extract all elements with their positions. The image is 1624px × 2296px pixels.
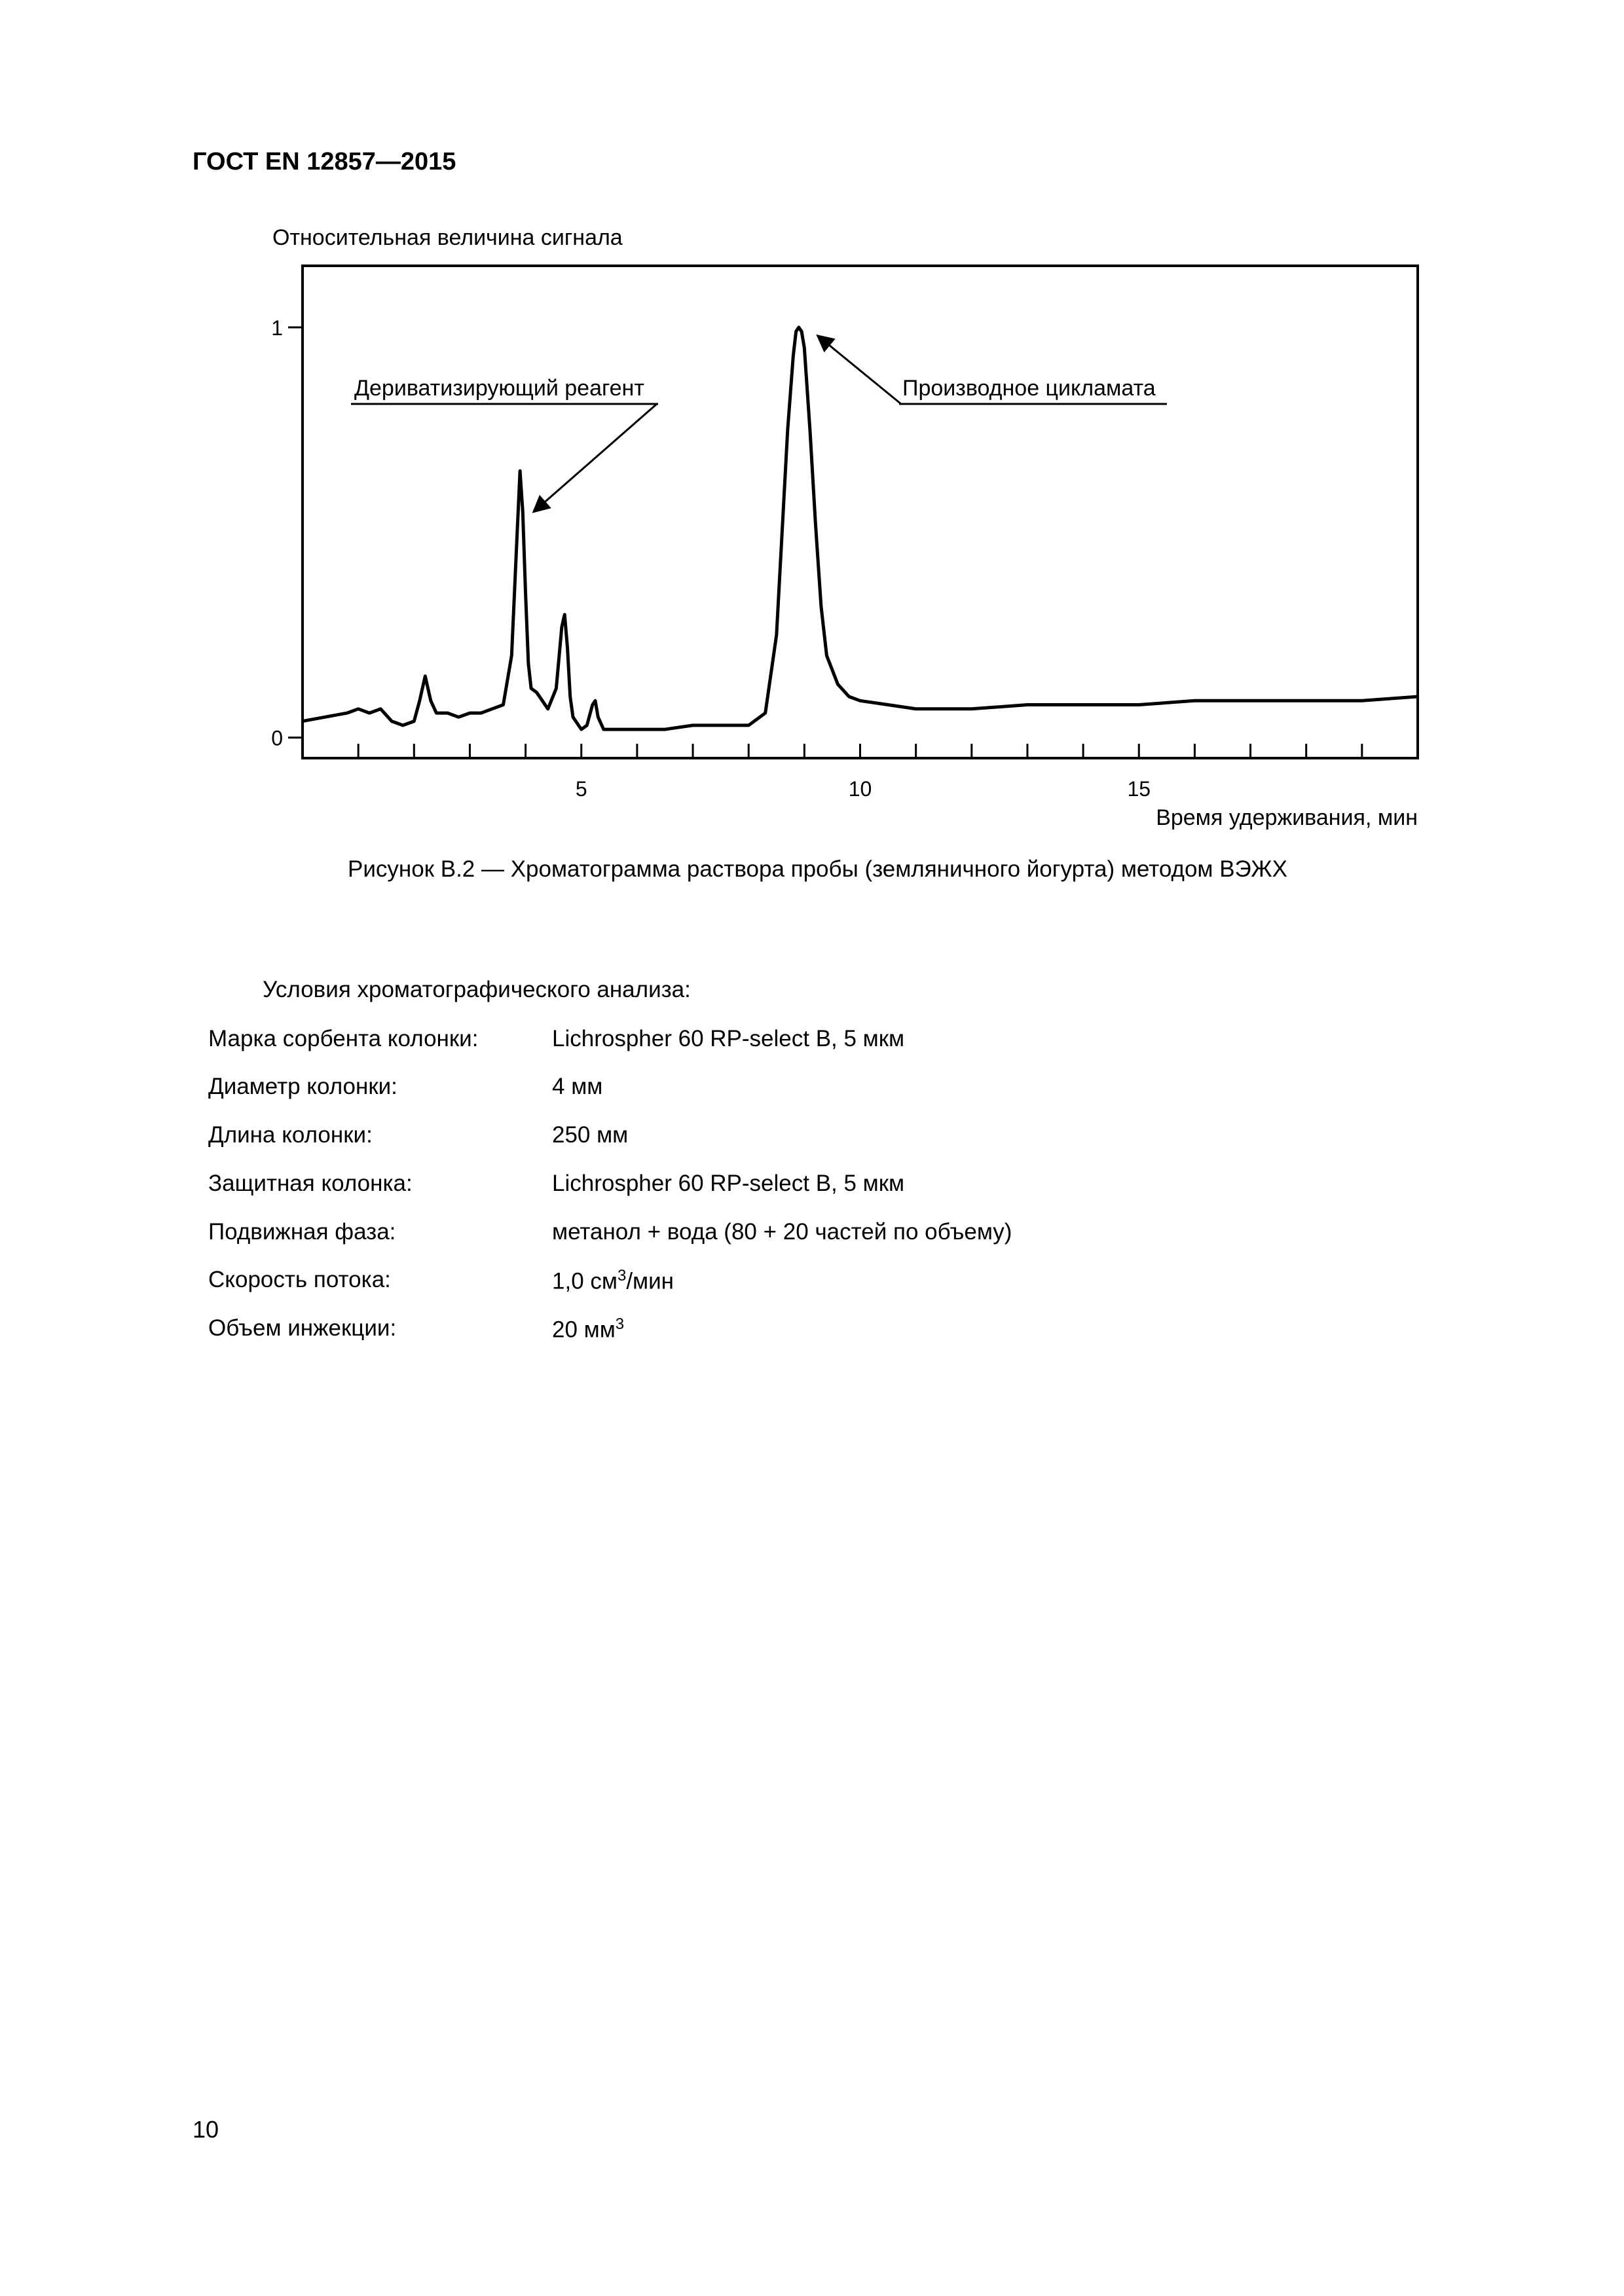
condition-value [552,1074,602,1100]
plot-frame [303,266,1418,758]
chart-y-axis-label: Относительная величина сигнала [272,225,623,250]
y-tick-label: 0 [271,726,283,750]
x-tick-label: 5 [575,777,587,801]
chart-x-axis-label: Время удерживания, мин [1156,805,1418,830]
condition-value-text: 1,0 см [552,1268,618,1294]
condition-value [552,1122,628,1148]
condition-key: Скорость потока: [208,1267,391,1292]
x-tick-label: 15 [1127,777,1151,801]
conditions-heading: Условия хроматографического анализа: [263,977,691,1002]
figure-caption: Рисунок В.2 — Хроматограмма раствора пробы (земляничного йогурта) методом ВЭЖХ [348,856,1287,882]
condition-key: Марка сорбента колонки: [208,1026,479,1051]
condition-value-text: Lichrospher 60 RP-select B, 5 мкм [552,1171,905,1196]
annotation-reagent-label: Дериватизирующий реагент [354,376,644,401]
annotation-cyclamate-arrow [817,336,901,404]
condition-value-text: 250 мм [552,1122,629,1148]
annotation-cyclamate-label: Производное цикламата [902,376,1156,401]
condition-value-text: Lichrospher 60 RP-select B, 5 мкм [552,1026,905,1051]
chromatogram-chart [0,0,1624,851]
document-header: ГОСТ EN 12857—2015 [193,148,456,175]
condition-key: Защитная колонка: [208,1171,413,1196]
annotation-reagent-arrow [534,404,657,512]
condition-value [552,1026,904,1052]
y-tick-label: 1 [271,316,283,340]
condition-value-text: метанол + вода (80 + 20 частей по объему) [552,1219,1012,1245]
condition-key: Подвижная фаза: [208,1219,396,1245]
condition-key: Длина колонки: [208,1122,373,1148]
condition-value-text: 20 мм [552,1317,616,1343]
condition-value [552,1171,904,1197]
condition-value [552,1267,674,1295]
condition-key: Объем инжекции: [208,1315,397,1341]
condition-value [552,1315,624,1343]
x-tick-label: 10 [848,777,872,801]
condition-value-superscript: 3 [617,1267,627,1285]
condition-key: Диаметр колонки: [208,1074,397,1099]
condition-value [552,1219,1012,1245]
condition-value-suffix: /мин [626,1268,674,1294]
condition-value-superscript: 3 [615,1315,625,1333]
page-number: 10 [193,2116,219,2143]
condition-value-text: 4 мм [552,1074,603,1099]
